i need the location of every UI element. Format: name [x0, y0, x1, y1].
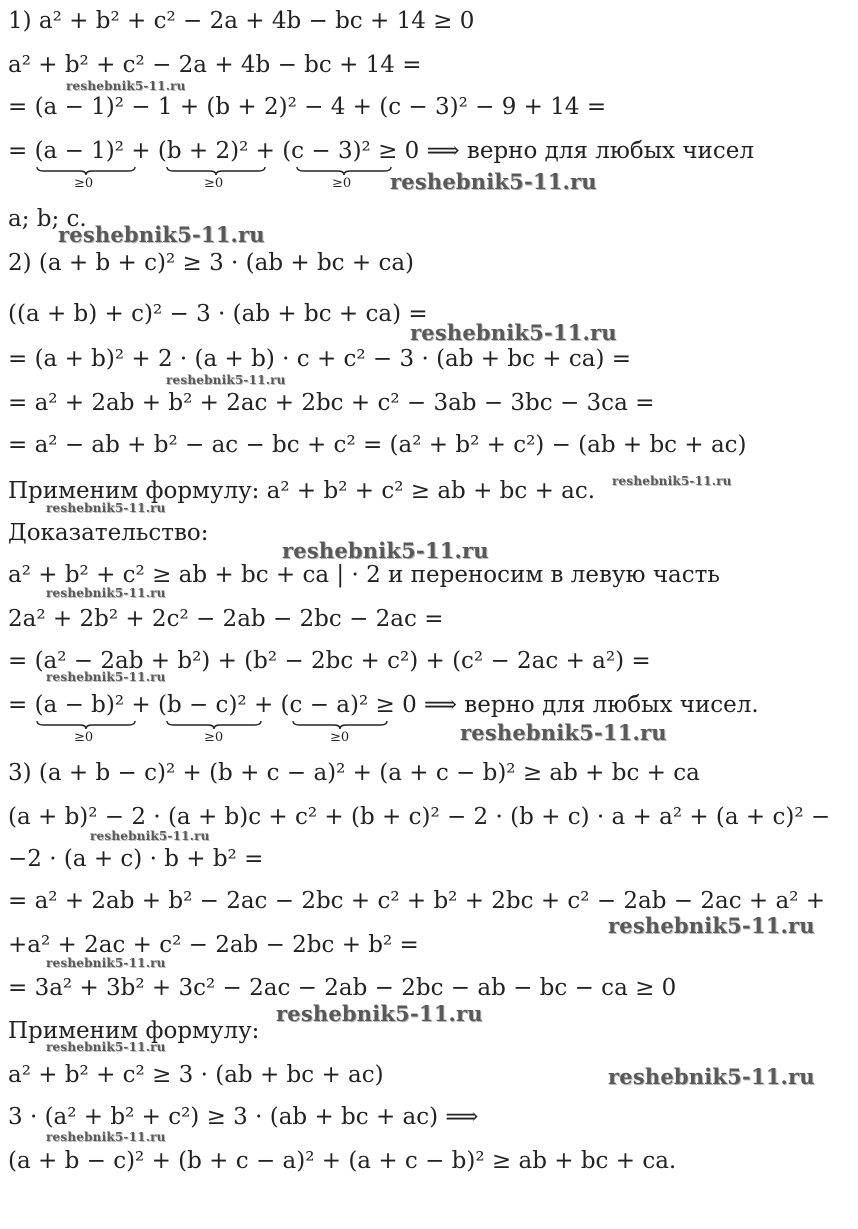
watermark: reshebnik5-11.ru: [46, 956, 166, 970]
math-line: = (a − 1)² − 1 + (b + 2)² − 4 + (c − 3)² − 9 + 14 =: [8, 94, 607, 120]
watermark: reshebnik5-11.ru: [46, 1130, 166, 1144]
watermark: reshebnik5-11.ru: [46, 586, 166, 600]
nonnegative-label: ≥0: [204, 730, 224, 745]
math-line: = a² + 2ab + b² + 2ac + 2bc + c² − 3ab − 3bc − 3ca =: [8, 390, 655, 416]
math-line: a² + b² + c² ≥ 3 · (ab + bc + ac): [8, 1062, 384, 1088]
watermark: reshebnik5-11.ru: [460, 720, 667, 745]
math-line: = (a² − 2ab + b²) + (b² − 2bc + c²) + (c² − 2ac + a²) =: [8, 648, 651, 674]
math-line: a² + b² + c² ≥ ab + bc + ca | · 2 и переносим в левую часть: [8, 562, 720, 588]
conclusion-line: (a + b − c)² + (b + c − a)² + (a + c − b)² ≥ ab + bc + ca.: [8, 1148, 677, 1174]
watermark: reshebnik5-11.ru: [608, 913, 815, 938]
nonnegative-label: ≥0: [74, 176, 94, 191]
underbrace: [166, 166, 266, 176]
math-line: a² + b² + c² − 2a + 4b − bc + 14 =: [8, 52, 422, 78]
nonnegative-label: ≥0: [332, 176, 352, 191]
proof-heading: Доказательство:: [8, 520, 209, 546]
math-line: = (a − 1)² + (b + 2)² + (c − 3)² ≥ 0 ⟹ верно для любых чисел: [8, 138, 754, 164]
math-line: = (a − b)² + (b − c)² + (c − a)² ≥ 0 ⟹ верно для любых чисел.: [8, 692, 759, 718]
watermark: reshebnik5-11.ru: [66, 79, 186, 93]
watermark: reshebnik5-11.ru: [612, 474, 732, 488]
underbrace: [36, 166, 136, 176]
watermark: reshebnik5-11.ru: [608, 1064, 815, 1089]
math-line: ((a + b) + c)² − 3 · (ab + bc + ca) =: [8, 301, 428, 327]
watermark: reshebnik5-11.ru: [46, 1040, 166, 1054]
watermark: reshebnik5-11.ru: [282, 538, 489, 563]
math-line: (a + b)² − 2 · (a + b)c + c² + (b + c)² − 2 · (b + c) · a + a² + (a + c)² −: [8, 804, 831, 830]
nonnegative-label: ≥0: [330, 730, 350, 745]
problem-1-statement: 1) a² + b² + c² − 2a + 4b − bc + 14 ≥ 0: [8, 8, 475, 34]
watermark: reshebnik5-11.ru: [46, 501, 166, 515]
problem-2-statement: 2) (a + b + c)² ≥ 3 · (ab + bc + ca): [8, 250, 415, 276]
underbrace: [296, 166, 392, 176]
underbrace: [292, 720, 388, 730]
watermark: reshebnik5-11.ru: [90, 829, 210, 843]
math-line: Применим формулу:: [8, 1018, 260, 1044]
math-line: Применим формулу: a² + b² + c² ≥ ab + bc + ac.: [8, 478, 596, 504]
math-line: = a² + 2ab + b² − 2ac − 2bc + c² + b² + 2bc + c² − 2ab − 2ac + a² +: [8, 888, 826, 914]
nonnegative-label: ≥0: [204, 176, 224, 191]
watermark: reshebnik5-11.ru: [276, 1001, 483, 1026]
math-line: 2a² + 2b² + 2c² − 2ab − 2bc − 2ac =: [8, 606, 444, 632]
math-line: 3 · (a² + b² + c²) ≥ 3 · (ab + bc + ac) ⟹: [8, 1104, 479, 1130]
watermark: reshebnik5-11.ru: [58, 222, 265, 247]
math-line: a; b; c.: [8, 206, 87, 232]
underbrace: [36, 720, 136, 730]
problem-3-statement: 3) (a + b − c)² + (b + c − a)² + (a + c − b)² ≥ ab + bc + ca: [8, 760, 700, 786]
watermark: reshebnik5-11.ru: [390, 169, 597, 194]
math-line: = (a + b)² + 2 · (a + b) · c + c² − 3 · (ab + bc + ca) =: [8, 346, 632, 372]
math-line: = a² − ab + b² − ac − bc + c² = (a² + b² + c²) − (ab + bc + ac): [8, 432, 747, 458]
watermark: reshebnik5-11.ru: [410, 320, 617, 345]
nonnegative-label: ≥0: [74, 730, 94, 745]
math-line: −2 · (a + c) · b + b² =: [8, 846, 264, 872]
underbrace: [166, 720, 262, 730]
math-line: +a² + 2ac + c² − 2ab − 2bc + b² =: [8, 932, 419, 958]
math-line: = 3a² + 3b² + 3c² − 2ac − 2ab − 2bc − ab − bc − ca ≥ 0: [8, 975, 677, 1001]
watermark: reshebnik5-11.ru: [46, 670, 166, 684]
watermark: reshebnik5-11.ru: [166, 373, 286, 387]
